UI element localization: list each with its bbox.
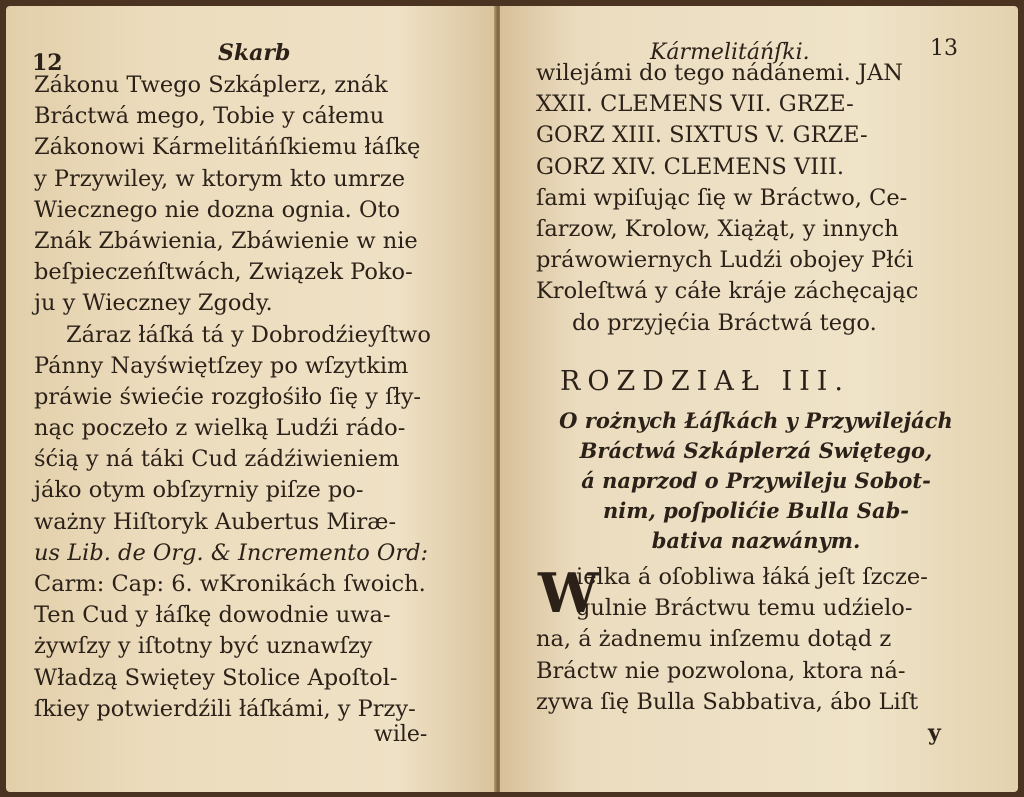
- text-line: práwie świećie rozgłośiło ſię y ſły-: [34, 383, 422, 410]
- text-line: beſpieczeńſtwách, Związek Poko-: [34, 259, 413, 286]
- left-page-text: [34, 70, 431, 725]
- text-line: Carm: Cap: 6. wKronikách ſwoich.: [34, 571, 426, 597]
- left-running-head: Skarb: [218, 40, 291, 66]
- text-line: GORZ XIII. SIXTUS V. GRZE-: [536, 122, 868, 149]
- left-page: [6, 6, 496, 792]
- right-page-number: 13: [930, 36, 958, 61]
- text-line: na, á żadnemu inſzemu dotąd z: [536, 626, 892, 653]
- text-line: Bráctw nie pozwolona, ktora ná-: [536, 657, 906, 684]
- text-line: us Lib. de Org. & Incremento Ord:: [34, 539, 429, 566]
- text-line: y Przywiley, w ktorym kto umrze: [34, 165, 406, 192]
- chapter-heading: ROZDZIAŁ III.: [560, 366, 851, 397]
- text-line: ſarzow, Krolow, Xiążąt, y innych: [536, 215, 899, 242]
- text-line: ju y Wieczney Zgody.: [34, 290, 273, 317]
- text-line: gulnie Bráctwu temu udźielo-: [576, 595, 913, 622]
- text-line: Kroleſtwá y cáłe kráje záchęcając: [536, 278, 919, 305]
- text-line: Wiecznego nie dozna ognia. Oto: [34, 196, 401, 223]
- text-line: ſami wpiſując ſię w Bráctwo, Ce-: [536, 184, 908, 211]
- left-catchword: wile-: [374, 722, 428, 747]
- text-line: zywa ſię Bulla Sabbativa, ábo Liſt: [536, 688, 919, 715]
- text-line: Władzą Swiętey Stolice Apoſtol-: [34, 664, 398, 691]
- chapter-subtitle: [536, 406, 976, 556]
- text-line: wilejámi do tego nádánemi. JAN: [536, 60, 903, 86]
- subtitle-line: O rożnych Łáſkách y Przywilejách: [559, 408, 953, 433]
- right-page: [500, 6, 1018, 792]
- text-line: Ten Cud y łáſkę dowodnie uwa-: [34, 602, 391, 629]
- text-line: ſkiey potwierdźili łáſkámi, y Przy-: [34, 695, 416, 722]
- subtitle-line: bativa nazwánym.: [651, 528, 861, 553]
- subtitle-line: nim, poſpolićie Bulla Sab-: [603, 498, 909, 523]
- text-line: żywſzy y iſtotny być uznawſzy: [34, 633, 373, 660]
- text-line: Zákonowi Kármelitáńſkiemu łáſkę: [34, 134, 421, 161]
- subtitle-line: á naprzod o Przywileju Sobot-: [581, 468, 931, 493]
- text-line: do przyjęćia Bráctwá tego.: [572, 309, 877, 336]
- drop-cap: W: [538, 561, 599, 625]
- left-page-number: 12: [32, 50, 63, 76]
- chapter-body-text: [536, 562, 928, 718]
- text-line: jáko otym obſzyrniy piſze po-: [34, 477, 364, 504]
- right-catchword: y: [928, 720, 941, 746]
- text-line: Bráctwá mego, Tobie y cáłemu: [34, 103, 385, 130]
- right-page-text: [536, 58, 918, 339]
- text-line: práwowiernych Ludźi obojey Płći: [536, 247, 914, 274]
- text-line: śćią y ná táki Cud zádźiwieniem: [34, 446, 400, 473]
- right-running-head: Kármelitáńſki.: [650, 40, 810, 65]
- text-line: Zákonu Twego Szkáplerz, znák: [34, 72, 388, 98]
- text-line: ielka á oſobliwa łáká jeſt ſzcze-: [576, 564, 928, 590]
- text-line: GORZ XIV. CLEMENS VIII.: [536, 153, 845, 180]
- text-line: Záraz łáſká tá y Dobrodźieyſtwo: [66, 321, 431, 348]
- subtitle-line: Bráctwá Szkáplerzá Swiętego,: [579, 438, 933, 463]
- text-line: nąc poczeło z wielką Ludźi rádo-: [34, 415, 406, 442]
- text-line: Pánny Nayświętſzey po wſzytkim: [34, 352, 409, 379]
- text-line: Znák Zbáwienia, Zbáwienie w nie: [34, 227, 418, 254]
- text-line: XXII. CLEMENS VII. GRZE-: [536, 91, 854, 118]
- text-line: ważny Hiſtoryk Aubertus Miræ-: [34, 508, 397, 535]
